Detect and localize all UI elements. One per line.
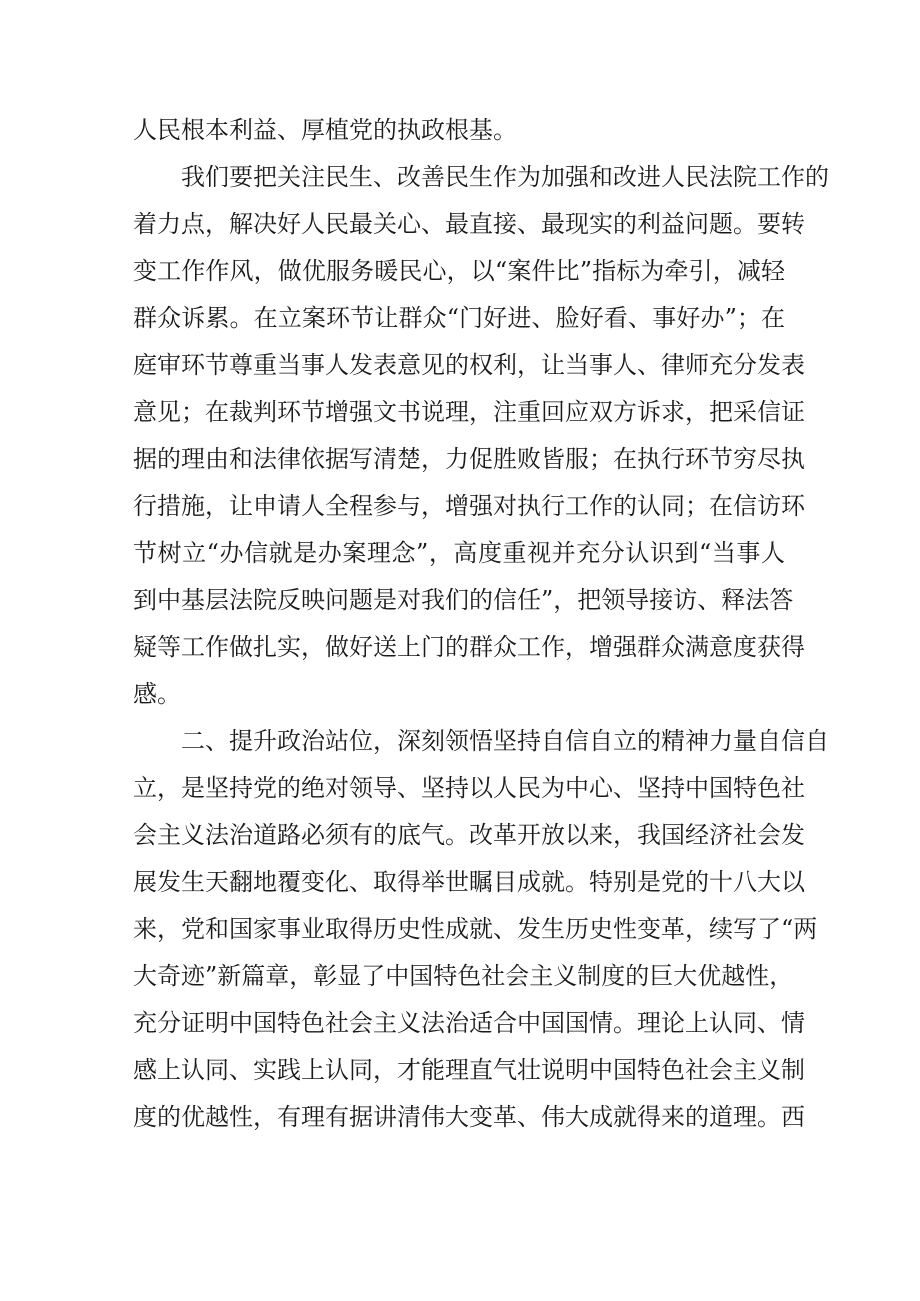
text-line: 展发生天翻地覆变化、取得举世瞩目成就。特别是党的十八大以: [133, 868, 805, 896]
text-line: 意见；在裁判环节增强文书说理，注重回应双方诉求，把采信证: [133, 398, 805, 426]
text-line: 感上认同、实践上认同，才能理直气壮说明中国特色社会主义制: [133, 1056, 805, 1084]
text-line: 立，是坚持党的绝对领导、坚持以人民为中心、坚持中国特色社: [133, 774, 805, 802]
text-line: 度的优越性，有理有据讲清伟大变革、伟大成就得来的道理。西: [133, 1103, 805, 1131]
text-line: 感。: [133, 680, 181, 708]
body-text: [133, 107, 829, 1141]
paragraph: [133, 718, 829, 1141]
text-line: 疑等工作做扎实，做好送上门的群众工作，增强群众满意度获得: [133, 633, 805, 661]
text-line: 充分证明中国特色社会主义法治适合中国国情。理论上认同、情: [133, 1009, 805, 1037]
text-line: 节树立“办信就是办案理念”，高度重视并充分认识到“当事人: [133, 539, 785, 567]
text-line: 群众诉累。在立案环节让群众“门好进、脸好看、事好办”；在: [133, 304, 785, 332]
text-line: 会主义法治道路必须有的底气。改革开放以来，我国经济社会发: [133, 821, 805, 849]
text-line: 着力点，解决好人民最关心、最直接、最现实的利益问题。要转: [133, 210, 805, 238]
text-line: 我们要把关注民生、改善民生作为加强和改进人民法院工作的: [181, 163, 829, 191]
text-line: 据的理由和法律依据写清楚，力促胜败皆服；在执行环节穷尽执: [133, 445, 805, 473]
text-line: 大奇迹”新篇章，彰显了中国特色社会主义制度的巨大优越性，: [133, 962, 794, 990]
text-line: 到中基层法院反映问题是对我们的信任”，把领导接访、释法答: [133, 586, 794, 614]
paragraph: [133, 154, 829, 718]
text-line: 变工作作风，做优服务暖民心，以“案件比”指标为牵引，减轻: [133, 257, 785, 285]
text-line: 行措施，让申请人全程参与，增强对执行工作的认同；在信访环: [133, 492, 805, 520]
text-line: 二、提升政治站位，深刻领悟坚持自信自立的精神力量自信自: [181, 727, 829, 755]
text-line: 庭审环节尊重当事人发表意见的权利，让当事人、律师充分发表: [133, 351, 805, 379]
text-line: 来，党和国家事业取得历史性成就、发生历史性变革，续写了“两: [133, 915, 818, 943]
paragraph: [133, 107, 785, 154]
text-line: 人民根本利益、厚植党的执政根基。: [133, 116, 517, 144]
